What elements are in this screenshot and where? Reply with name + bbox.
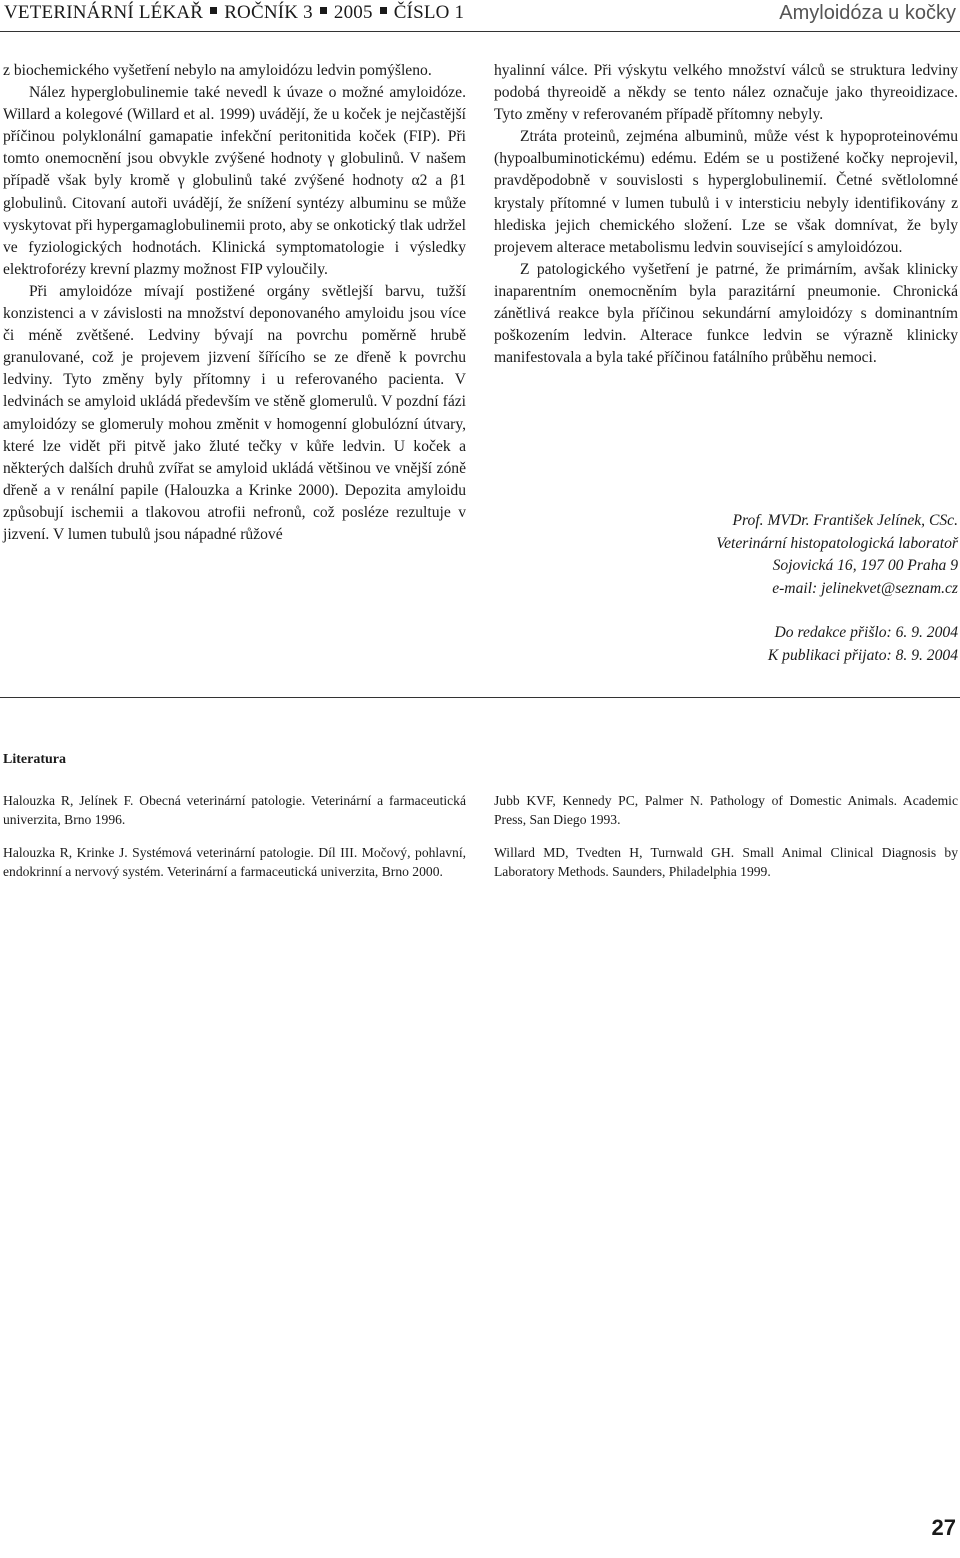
article-topic: Amyloidóza u kočky [779,2,956,24]
author-address: Sojovická 16, 197 00 Praha 9 [772,557,958,574]
paragraph: Nález hyperglobulinemie také nevedl k úvaze o možné amyloidóze. Willard a kolegové (Willard et al. 1999) uvádějí, že u koček je nejčastější příčinou polyklonální gamapatie infekční peritonitida koček (FIP). Při tomto onemocnění jsou obvykle zvýšené hodnoty γ globulinů. V našem případě však byly kromě γ globulinů také zvýšené hodnoty α2 a β1 globulinů. Citovaní autoři uvádějí, že snížení syntézy albuminu se může vyskytovat při hypergamaglobulinemii proto, aby se onkotický tlak udržel ve fyziologických hodnotách. Klinická symptomatologie i výsledky elektroforézy krevní plazmy možnost FIP vyloučily. [3,84,466,278]
received-date: Do redakce přišlo: 6. 9. 2004 [774,624,958,641]
reference-item: Willard MD, Tvedten H, Turnwald GH. Small Animal Clinical Diagnosis by Laboratory Methods. Saunders, Philadelphia 1999. [494,844,958,880]
left-text-column [3,60,466,546]
paragraph: Ztráta proteinů, zejména albuminů, může vést k hypoproteinovému (hypoalbuminotickému) edému. Edém se u postižené kočky neprojevil, pravděpodobně v souvislosti s hyperglobulinemií. Četné světlolomné krystaly přítomné v lumen tubulů i v intersticiu nebyly identifikovány z hlediska jejich chemického složení. Lze se však domnívat, že byly projevem alterace metabolismu ledvin související s amyloidózou. [494,128,958,256]
references-left [3,791,466,895]
journal-year: 2005 [333,2,373,23]
reference-item: Jubb KVF, Kennedy PC, Palmer N. Pathology of Domestic Animals. Academic Press, San Diego 1993. [494,793,958,828]
section-divider [0,697,960,698]
author-email: e-mail: jelinekvet@seznam.cz [772,579,958,597]
journal-title [4,2,464,24]
right-text-column [494,60,958,369]
reference-item: Halouzka R, Krinke J. Systémová veterinární patologie. Díl III. Močový, pohlavní, endokrinní a nervový systém. Veterinární a farmaceutická univerzita, Brno 2000. [3,844,466,880]
author-name: Prof. MVDr. František Jelínek, CSc. [732,512,958,529]
accepted-date: K publikaci přijato: 8. 9. 2004 [767,646,958,664]
header-rule [0,31,960,32]
journal-name: VETERINÁRNÍ LÉKAŘ [4,2,204,23]
paragraph: hyalinní válce. Při výskytu velkého množství válců se struktura ledviny podobá thyreoidě a někdy se tento nález označuje jako thyreoidizace. Tyto změny v referovaném případě přítomny nebyly. [494,62,958,124]
separator-square-icon [380,7,387,14]
separator-square-icon [320,7,327,14]
separator-square-icon [210,7,217,14]
page-number: 27 [931,1515,956,1540]
journal-volume: ROČNÍK 3 [224,2,313,23]
author-institution: Veterinární histopatologická laboratoř [716,534,958,552]
paragraph: Z patologického vyšetření je patrné, že primárním, avšak klinicky inaparentním onemocněním byla parazitární pneumonie. Chronická zánětlivá reakce byla příčinou sekundární amyloidózy s dominantním poškozením ledvin. Alterace funkce ledvin se výrazně klinicky manifestovala a byla také příčinou fatálního průběhu nemoci. [494,260,958,367]
literature-title: Literatura [3,752,66,767]
paragraph: z biochemického vyšetření nebylo na amyloidózu ledvin pomýšleno. [3,62,432,79]
journal-issue: ČÍSLO 1 [393,2,465,23]
author-signature [716,510,958,667]
paragraph: Při amyloidóze mívají postižené orgány světlejší barvu, tužší konzistenci a v závislosti na množství deponovaného amyloidu jsou více či méně zvětšené. Ledviny bývají na povrchu poměrně hrubě granulované, což je projevem jizvení šířícího se ze dřeně k povrchu ledviny. Tyto změny byly přítomny i u referovaného pacienta. V ledvinách se amyloid ukládá především ve stěně glomerulů. V pozdní fázi amyloidózy se glomeruly mohou změnit v homogenní globulózní útvary, které lze vidět při pitvě jako žluté tečky v kůře ledvin. U koček a některých dalších druhů zvířat se amyloid ukládá většinou ve vnější zóně dřeně a v renální papile (Halouzka a Krinke 2000). Depozita amyloidu způsobují ischemii a tlakovou atrofii nefronů, což posléze rezultuje v jizvení. V lumen tubulů jsou nápadné růžové [3,282,466,543]
running-header [0,0,960,32]
spacer [716,600,958,622]
reference-item: Halouzka R, Jelínek F. Obecná veterinární patologie. Veterinární a farmaceutická univerzita, Brno 1996. [3,793,466,828]
references-right [494,791,958,895]
